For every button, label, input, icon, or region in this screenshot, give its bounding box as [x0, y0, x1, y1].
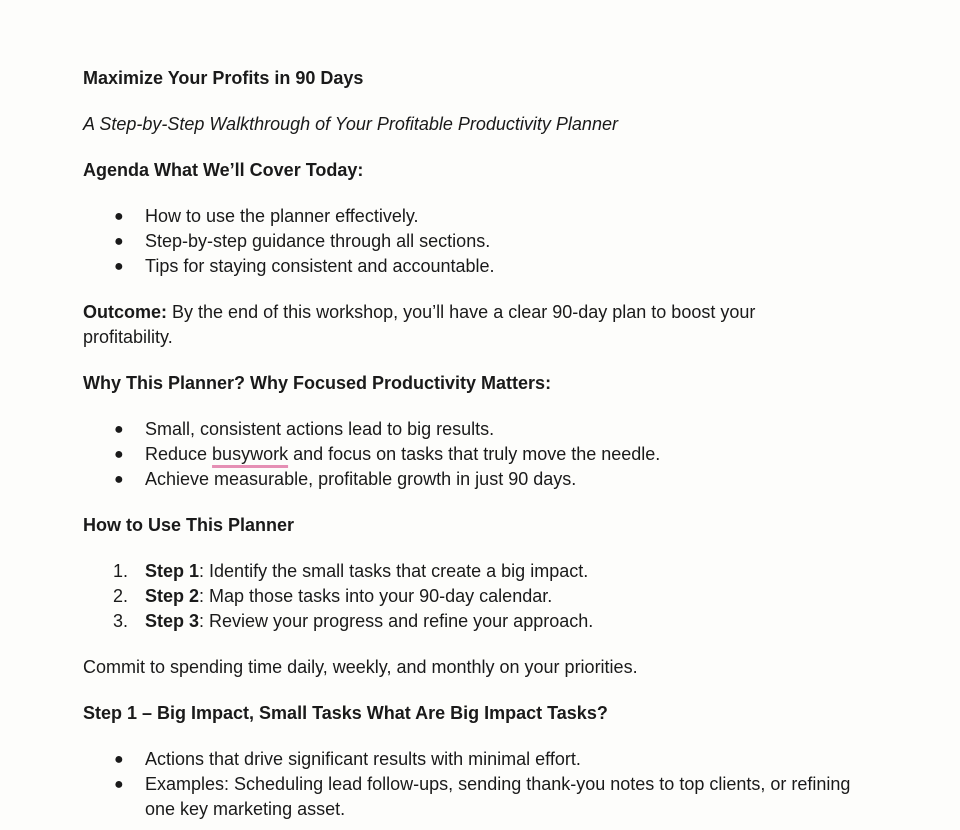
- agenda-heading: Agenda What We’ll Cover Today:: [83, 160, 364, 180]
- list-item: ● Achieve measurable, profitable growth in just 90 days.: [83, 467, 913, 492]
- bullet-icon: ●: [114, 446, 124, 463]
- bullet-icon: ●: [114, 233, 124, 250]
- bullet-icon: ●: [114, 421, 124, 438]
- howto-heading: How to Use This Planner: [83, 515, 295, 535]
- list-item: 2. Step 2: Map those tasks into your 90-day calendar.: [83, 584, 913, 609]
- bullet-icon: ●: [114, 751, 124, 768]
- outcome-label: Outcome:: [83, 302, 168, 322]
- list-item: ● How to use the planner effectively.: [83, 204, 913, 229]
- list-item: ● Examples: Scheduling lead follow-ups, sending thank-you notes to top clients, or refining one key marketing asset.: [114, 774, 851, 819]
- agenda-list: [83, 204, 913, 279]
- list-item: ● Reduce busywork and focus on tasks that truly move the needle.: [83, 442, 913, 467]
- step1-list: [83, 747, 913, 822]
- commit-paragraph: Commit to spending time daily, weekly, and monthly on your priorities.: [83, 657, 638, 677]
- document-subtitle: A Step-by-Step Walkthrough of Your Profitable Productivity Planner: [83, 114, 618, 134]
- bullet-icon: ●: [114, 776, 124, 793]
- list-item: ● Step-by-step guidance through all sections.: [83, 229, 913, 254]
- list-item: ● Small, consistent actions lead to big results.: [83, 417, 913, 442]
- why-heading: Why This Planner? Why Focused Productivity Matters:: [83, 373, 552, 393]
- steps-list: [83, 559, 913, 634]
- step-number: 2.: [113, 586, 129, 606]
- outcome-paragraph: Outcome: By the end of this workshop, you’ll have a clear 90-day plan to boost your profitability.: [83, 302, 756, 347]
- bullet-icon: ●: [114, 208, 124, 225]
- document-page: [83, 66, 913, 822]
- bullet-icon: ●: [114, 258, 124, 275]
- document-title: Maximize Your Profits in 90 Days: [83, 68, 364, 88]
- bullet-icon: ●: [114, 471, 124, 488]
- list-item: 1. Step 1: Identify the small tasks that create a big impact.: [83, 559, 913, 584]
- list-item: 3. Step 3: Review your progress and refine your approach.: [83, 609, 913, 634]
- list-item: ● Tips for staying consistent and accountable.: [83, 254, 913, 279]
- why-list: [83, 417, 913, 492]
- step-number: 3.: [113, 611, 129, 631]
- step1-heading: Step 1 – Big Impact, Small Tasks What Are Big Impact Tasks?: [83, 703, 608, 723]
- spellcheck-word[interactable]: busywork: [212, 444, 289, 464]
- list-item: ● Actions that drive significant results with minimal effort.: [83, 747, 913, 772]
- step-number: 1.: [113, 561, 129, 581]
